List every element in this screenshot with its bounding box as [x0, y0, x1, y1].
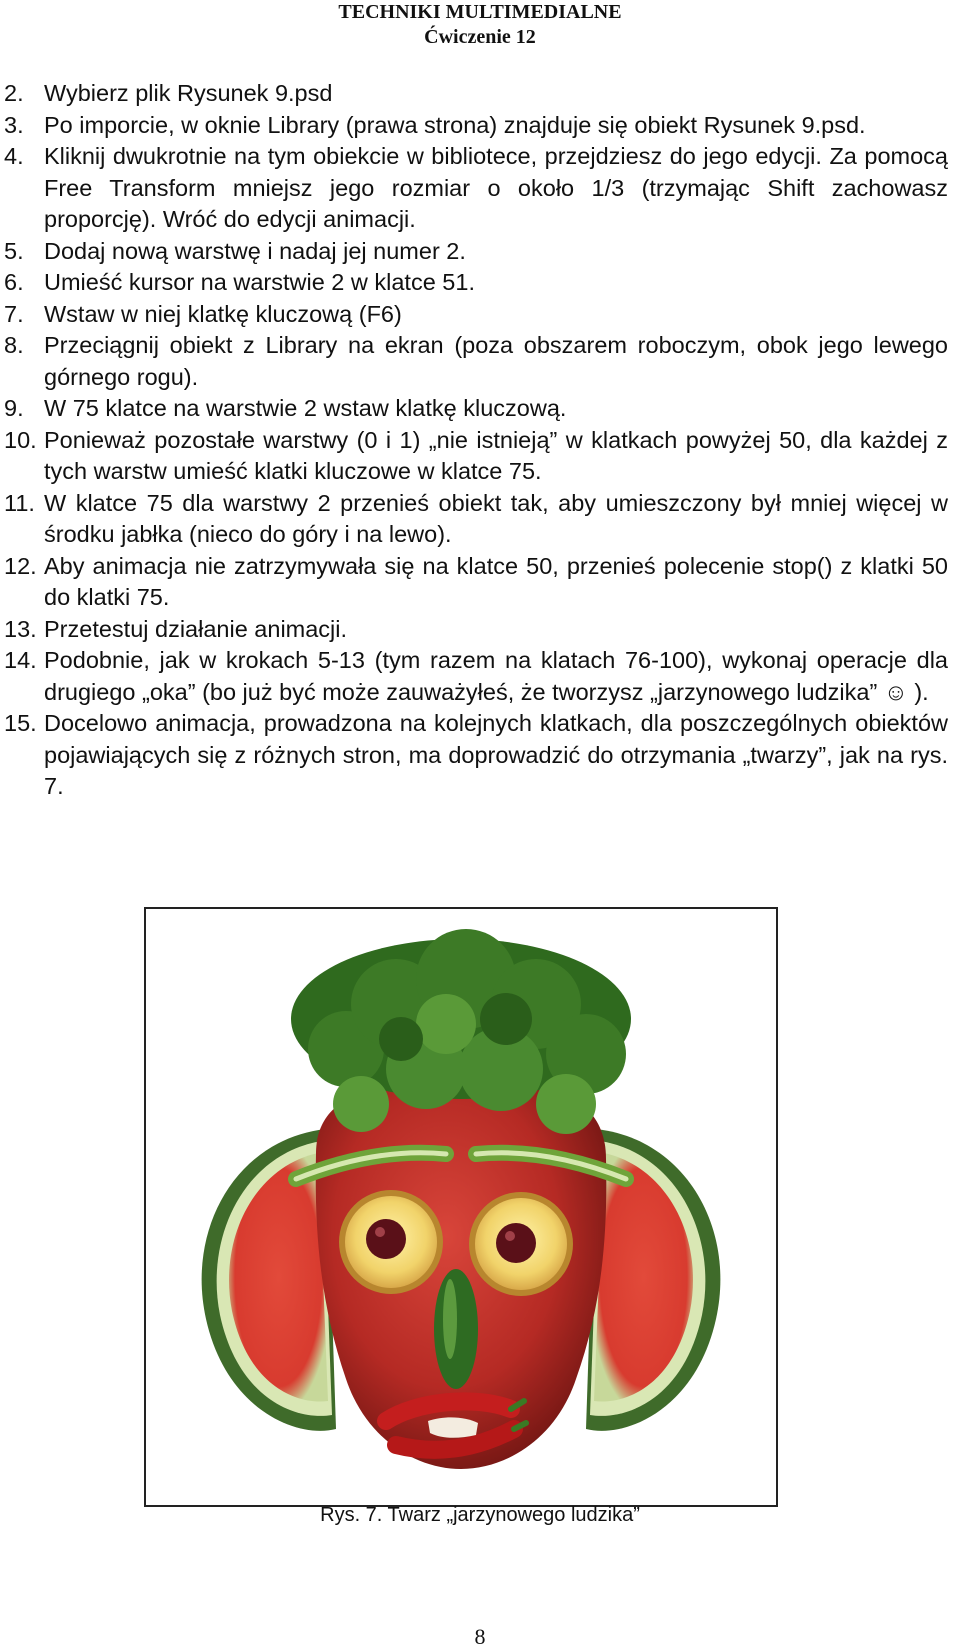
step-number: 3. — [4, 111, 24, 138]
page-header — [0, 0, 960, 50]
header-subtitle: Ćwiczenie 12 — [424, 26, 536, 48]
list-item — [0, 393, 960, 425]
step-text: Wstaw w niej klatkę kluczową (F6) — [44, 300, 402, 327]
list-item — [0, 78, 960, 110]
step-text: Docelowo animacja, prowadzona na kolejnych klatkach, dla poszczególnych obiektów pojawiających się z różnych stron, ma doprowadzić do otrzymania „twarzy”, jak na rys. 7. — [44, 710, 948, 799]
step-text: Podobnie, jak w krokach 5-13 (tym razem na klatach 76-100), wykonaj operacje dla drugiego „oka” (bo już być może zauważyłeś, że tworzysz „jarzynowego ludzika” ☺ ). — [44, 647, 948, 705]
list-item — [0, 708, 960, 803]
list-item — [0, 267, 960, 299]
step-text: Aby animacja nie zatrzymywała się na klatce 50, przenieś polecenie stop() z klatki 50 do klatki 75. — [44, 552, 948, 610]
step-number: 11. — [4, 489, 35, 516]
step-number: 12. — [4, 552, 37, 579]
step-number: 15. — [4, 710, 37, 736]
step-text: Ponieważ pozostałe warstwy (0 i 1) „nie istnieją” w klatkach powyżej 50, dla każdej z tych warstw umieść klatki kluczowe w klatce 75. — [44, 426, 948, 484]
step-number: 10. — [4, 426, 37, 453]
step-number: 9. — [4, 395, 24, 421]
step-text: Wybierz plik Rysunek 9.psd — [44, 80, 333, 106]
list-item — [0, 614, 960, 646]
list-item — [0, 645, 960, 708]
eye-left — [339, 1190, 443, 1294]
step-number: 5. — [4, 237, 24, 264]
page-number: 8 — [474, 1624, 486, 1649]
step-text: Umieść kursor na warstwie 2 w klatce 51. — [44, 269, 475, 295]
list-item — [0, 299, 960, 331]
eye-right — [469, 1192, 573, 1296]
list-item — [0, 236, 960, 268]
step-text: Dodaj nową warstwę i nadaj jej numer 2. — [44, 237, 466, 264]
list-item — [0, 110, 960, 142]
instruction-list — [0, 78, 960, 803]
step-number: 4. — [4, 143, 24, 169]
header-title: TECHNIKI MULTIMEDIALNE — [338, 1, 622, 23]
step-number: 2. — [4, 80, 24, 106]
step-number: 13. — [4, 615, 37, 642]
cucumber-nose — [434, 1269, 478, 1389]
step-text: Przeciągnij obiekt z Library na ekran (poza obszarem roboczym, obok jego lewego górnego rogu). — [44, 332, 948, 390]
vegetable-face-illustration — [146, 909, 776, 1505]
step-text: Przetestuj działanie animacji. — [44, 615, 348, 642]
step-text: W 75 klatce na warstwie 2 wstaw klatkę kluczową. — [44, 395, 567, 421]
list-item — [0, 488, 960, 551]
step-number: 7. — [4, 300, 24, 327]
list-item — [0, 141, 960, 236]
step-number: 6. — [4, 269, 24, 295]
list-item — [0, 551, 960, 614]
step-number: 8. — [4, 332, 24, 358]
step-text: Kliknij dwukrotnie na tym obiekcie w bibliotece, przejdziesz do jego edycji. Za pomocą Free Transform mniejsz jego rozmiar o około 1/3 (trzymając Shift zachowasz proporcję). Wróć do edycji animacji. — [44, 143, 948, 232]
step-text: W klatce 75 dla warstwy 2 przenieś obiekt tak, aby umieszczony był mniej więcej w środku jabłka (nieco do góry i na lewo). — [44, 489, 948, 547]
step-number: 14. — [4, 647, 37, 673]
figure-caption: Rys. 7. Twarz „jarzynowego ludzika” — [320, 1504, 640, 1526]
list-item — [0, 330, 960, 393]
vegetable-face-figure — [144, 907, 778, 1507]
list-item — [0, 425, 960, 488]
step-text: Po imporcie, w oknie Library (prawa strona) znajduje się obiekt Rysunek 9.psd. — [44, 111, 866, 138]
